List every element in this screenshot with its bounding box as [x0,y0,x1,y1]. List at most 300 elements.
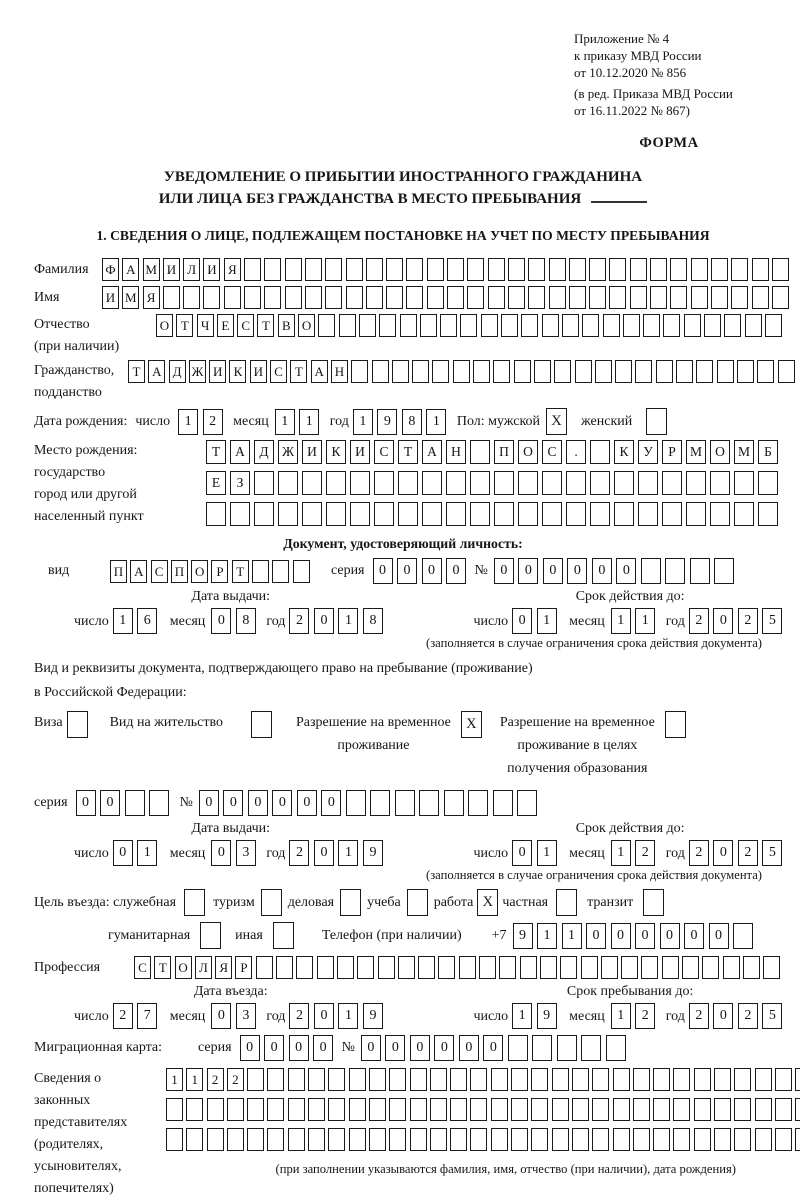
char-cell[interactable] [392,360,409,383]
char-cell[interactable] [351,360,368,383]
char-cell[interactable] [350,471,370,495]
char-cell[interactable] [305,258,322,281]
char-cell[interactable]: 0 [713,608,733,634]
char-cell[interactable] [494,471,514,495]
char-cell[interactable] [514,360,531,383]
char-cell[interactable] [532,1035,552,1061]
char-cell[interactable]: 0 [422,558,442,584]
char-cell[interactable] [186,1128,203,1151]
char-cell[interactable]: X [477,889,498,916]
char-cell[interactable] [552,1068,569,1091]
char-cell[interactable]: И [302,440,322,464]
char-cell[interactable]: 0 [240,1035,260,1061]
char-cell[interactable] [643,889,664,916]
char-cell[interactable]: О [156,314,173,337]
char-cell[interactable] [589,258,606,281]
char-cell[interactable] [763,956,780,979]
char-cell[interactable]: 3 [236,1003,256,1029]
char-cell[interactable]: 0 [434,1035,454,1061]
char-cell[interactable] [614,471,634,495]
char-cell[interactable] [207,1098,224,1121]
char-cell[interactable]: Т [176,314,193,337]
char-cell[interactable]: 1 [137,840,157,866]
char-cell[interactable]: 0 [313,1035,333,1061]
char-cell[interactable]: 5 [762,608,782,634]
char-cell[interactable] [386,258,403,281]
char-cell[interactable]: 0 [512,840,532,866]
char-cell[interactable] [731,286,748,309]
char-cell[interactable]: 1 [299,409,319,435]
char-cell[interactable] [653,1098,670,1121]
char-cell[interactable] [278,502,298,526]
char-cell[interactable] [613,1128,630,1151]
char-cell[interactable] [366,286,383,309]
char-cell[interactable] [542,314,559,337]
char-cell[interactable]: 2 [738,840,758,866]
char-cell[interactable] [582,314,599,337]
char-cell[interactable] [638,471,658,495]
char-cell[interactable]: 0 [264,1035,284,1061]
char-cell[interactable]: 0 [483,1035,503,1061]
char-cell[interactable] [418,956,435,979]
char-cell[interactable] [694,1068,711,1091]
char-cell[interactable] [643,314,660,337]
char-cell[interactable] [470,1128,487,1151]
char-cell[interactable] [581,1035,601,1061]
char-cell[interactable] [149,790,169,816]
char-cell[interactable] [590,440,610,464]
char-cell[interactable] [447,286,464,309]
char-cell[interactable] [470,471,490,495]
char-cell[interactable] [479,956,496,979]
char-cell[interactable]: С [237,314,254,337]
char-cell[interactable]: 0 [314,840,334,866]
char-cell[interactable] [694,1098,711,1121]
char-cell[interactable]: 0 [385,1035,405,1061]
char-cell[interactable]: 0 [635,923,655,949]
char-cell[interactable] [166,1128,183,1151]
char-cell[interactable] [369,1068,386,1091]
char-cell[interactable] [528,286,545,309]
char-cell[interactable] [650,286,667,309]
char-cell[interactable] [398,502,418,526]
char-cell[interactable] [267,1128,284,1151]
char-cell[interactable]: 5 [762,840,782,866]
char-cell[interactable] [775,1128,792,1151]
char-cell[interactable]: Н [331,360,348,383]
char-cell[interactable]: 0 [211,608,231,634]
char-cell[interactable] [601,956,618,979]
char-cell[interactable]: М [122,286,139,309]
char-cell[interactable]: К [229,360,246,383]
char-cell[interactable] [508,1035,528,1061]
char-cell[interactable] [542,471,562,495]
char-cell[interactable] [670,286,687,309]
char-cell[interactable]: 0 [199,790,219,816]
char-cell[interactable] [288,1128,305,1151]
char-cell[interactable] [227,1098,244,1121]
char-cell[interactable] [293,560,310,583]
char-cell[interactable]: Д [254,440,274,464]
char-cell[interactable] [366,258,383,281]
char-cell[interactable]: 1 [635,608,655,634]
char-cell[interactable] [407,889,428,916]
char-cell[interactable] [247,1068,264,1091]
char-cell[interactable] [646,408,667,435]
char-cell[interactable] [775,1098,792,1121]
char-cell[interactable] [473,360,490,383]
char-cell[interactable]: 1 [512,1003,532,1029]
char-cell[interactable] [676,360,693,383]
char-cell[interactable]: 0 [100,790,120,816]
char-cell[interactable] [264,286,281,309]
char-cell[interactable] [772,286,789,309]
char-cell[interactable]: 9 [537,1003,557,1029]
char-cell[interactable]: Ч [197,314,214,337]
char-cell[interactable]: С [270,360,287,383]
char-cell[interactable]: Е [206,471,226,495]
char-cell[interactable] [491,1128,508,1151]
char-cell[interactable]: 8 [363,608,383,634]
char-cell[interactable] [603,314,620,337]
char-cell[interactable] [531,1068,548,1091]
char-cell[interactable] [615,360,632,383]
char-cell[interactable] [662,471,682,495]
char-cell[interactable] [686,471,706,495]
char-cell[interactable]: О [518,440,538,464]
char-cell[interactable] [369,1128,386,1151]
char-cell[interactable] [501,314,518,337]
char-cell[interactable]: 0 [211,1003,231,1029]
char-cell[interactable] [254,502,274,526]
char-cell[interactable] [470,1098,487,1121]
char-cell[interactable] [163,286,180,309]
char-cell[interactable] [264,258,281,281]
char-cell[interactable]: А [130,560,147,583]
char-cell[interactable] [521,314,538,337]
char-cell[interactable]: Т [128,360,145,383]
char-cell[interactable] [569,258,586,281]
char-cell[interactable] [224,286,241,309]
char-cell[interactable]: 2 [227,1068,244,1091]
char-cell[interactable] [450,1098,467,1121]
char-cell[interactable] [346,286,363,309]
char-cell[interactable] [557,1035,577,1061]
char-cell[interactable] [346,790,366,816]
char-cell[interactable] [696,360,713,383]
char-cell[interactable]: Д [169,360,186,383]
char-cell[interactable] [724,314,741,337]
char-cell[interactable]: И [102,286,119,309]
char-cell[interactable]: 0 [586,923,606,949]
char-cell[interactable] [572,1128,589,1151]
char-cell[interactable] [186,1098,203,1121]
char-cell[interactable] [556,889,577,916]
char-cell[interactable]: 2 [635,840,655,866]
char-cell[interactable] [633,1128,650,1151]
char-cell[interactable] [468,790,488,816]
char-cell[interactable]: О [298,314,315,337]
char-cell[interactable]: 1 [275,409,295,435]
char-cell[interactable]: 1 [537,923,557,949]
char-cell[interactable]: 0 [223,790,243,816]
char-cell[interactable]: X [461,711,482,738]
char-cell[interactable]: 0 [314,1003,334,1029]
char-cell[interactable]: И [203,258,220,281]
char-cell[interactable]: 2 [738,1003,758,1029]
char-cell[interactable]: У [638,440,658,464]
char-cell[interactable] [326,471,346,495]
char-cell[interactable] [261,889,282,916]
char-cell[interactable]: 2 [738,608,758,634]
char-cell[interactable] [285,258,302,281]
char-cell[interactable]: 0 [211,840,231,866]
char-cell[interactable] [755,1128,772,1151]
char-cell[interactable]: 0 [397,558,417,584]
char-cell[interactable] [302,471,322,495]
char-cell[interactable] [590,471,610,495]
char-cell[interactable]: 2 [207,1068,224,1091]
char-cell[interactable]: П [110,560,127,583]
char-cell[interactable] [518,502,538,526]
char-cell[interactable] [450,1128,467,1151]
char-cell[interactable] [395,790,415,816]
char-cell[interactable]: 3 [236,840,256,866]
char-cell[interactable] [328,1068,345,1091]
char-cell[interactable] [499,956,516,979]
char-cell[interactable]: Я [224,258,241,281]
char-cell[interactable] [470,502,490,526]
char-cell[interactable] [795,1098,800,1121]
char-cell[interactable] [406,286,423,309]
char-cell[interactable] [765,314,782,337]
char-cell[interactable] [673,1068,690,1091]
char-cell[interactable] [511,1098,528,1121]
char-cell[interactable]: 8 [402,409,422,435]
char-cell[interactable]: О [191,560,208,583]
char-cell[interactable]: А [422,440,442,464]
char-cell[interactable]: 0 [297,790,317,816]
char-cell[interactable] [592,1098,609,1121]
char-cell[interactable] [757,360,774,383]
char-cell[interactable] [691,286,708,309]
char-cell[interactable] [795,1068,800,1091]
char-cell[interactable] [734,1098,751,1121]
char-cell[interactable]: П [171,560,188,583]
char-cell[interactable]: 1 [338,608,358,634]
char-cell[interactable] [430,1068,447,1091]
char-cell[interactable] [684,314,701,337]
char-cell[interactable] [633,1098,650,1121]
char-cell[interactable] [389,1098,406,1121]
char-cell[interactable] [737,360,754,383]
char-cell[interactable] [734,471,754,495]
char-cell[interactable] [531,1128,548,1151]
char-cell[interactable]: 2 [289,608,309,634]
char-cell[interactable] [714,1128,731,1151]
char-cell[interactable] [528,258,545,281]
char-cell[interactable]: 1 [353,409,373,435]
char-cell[interactable] [590,502,610,526]
char-cell[interactable] [518,471,538,495]
char-cell[interactable]: 0 [616,558,636,584]
char-cell[interactable] [686,502,706,526]
char-cell[interactable] [467,286,484,309]
char-cell[interactable] [406,258,423,281]
char-cell[interactable]: Т [232,560,249,583]
char-cell[interactable]: 1 [611,840,631,866]
char-cell[interactable] [325,258,342,281]
char-cell[interactable] [67,711,88,738]
char-cell[interactable] [633,1068,650,1091]
char-cell[interactable]: 0 [518,558,538,584]
char-cell[interactable] [326,502,346,526]
char-cell[interactable] [227,1128,244,1151]
char-cell[interactable] [542,502,562,526]
char-cell[interactable]: И [209,360,226,383]
char-cell[interactable] [267,1098,284,1121]
char-cell[interactable] [430,1098,447,1121]
char-cell[interactable]: 1 [166,1068,183,1091]
char-cell[interactable] [635,360,652,383]
char-cell[interactable]: С [374,440,394,464]
char-cell[interactable] [447,258,464,281]
char-cell[interactable] [357,956,374,979]
char-cell[interactable] [711,258,728,281]
char-cell[interactable]: И [350,440,370,464]
char-cell[interactable] [734,1068,751,1091]
char-cell[interactable]: 0 [446,558,466,584]
char-cell[interactable] [410,1068,427,1091]
char-cell[interactable] [244,286,261,309]
char-cell[interactable] [446,502,466,526]
char-cell[interactable] [508,258,525,281]
char-cell[interactable] [256,956,273,979]
char-cell[interactable] [752,286,769,309]
char-cell[interactable] [252,560,269,583]
char-cell[interactable] [650,258,667,281]
char-cell[interactable]: 0 [611,923,631,949]
char-cell[interactable] [470,1068,487,1091]
char-cell[interactable] [772,258,789,281]
char-cell[interactable] [714,1098,731,1121]
char-cell[interactable]: И [163,258,180,281]
char-cell[interactable] [734,502,754,526]
char-cell[interactable] [288,1068,305,1091]
char-cell[interactable]: 0 [684,923,704,949]
char-cell[interactable] [427,258,444,281]
char-cell[interactable] [422,502,442,526]
char-cell[interactable] [691,258,708,281]
char-cell[interactable]: М [734,440,754,464]
char-cell[interactable] [412,360,429,383]
char-cell[interactable] [560,956,577,979]
char-cell[interactable] [592,1068,609,1091]
char-cell[interactable]: 1 [338,1003,358,1029]
char-cell[interactable] [398,956,415,979]
char-cell[interactable]: 1 [537,608,557,634]
char-cell[interactable] [630,286,647,309]
char-cell[interactable] [359,314,376,337]
char-cell[interactable] [206,502,226,526]
char-cell[interactable]: Л [195,956,212,979]
char-cell[interactable] [562,314,579,337]
char-cell[interactable] [267,1068,284,1091]
char-cell[interactable]: 5 [762,1003,782,1029]
char-cell[interactable] [350,502,370,526]
char-cell[interactable] [440,314,457,337]
char-cell[interactable]: С [134,956,151,979]
char-cell[interactable] [690,558,710,584]
char-cell[interactable]: М [143,258,160,281]
char-cell[interactable]: 8 [236,608,256,634]
char-cell[interactable]: 0 [660,923,680,949]
char-cell[interactable]: 9 [363,840,383,866]
char-cell[interactable] [775,1068,792,1091]
char-cell[interactable]: 2 [289,1003,309,1029]
char-cell[interactable] [493,360,510,383]
char-cell[interactable] [614,502,634,526]
char-cell[interactable] [662,956,679,979]
char-cell[interactable]: 0 [543,558,563,584]
char-cell[interactable] [758,471,778,495]
char-cell[interactable]: К [614,440,634,464]
char-cell[interactable] [488,286,505,309]
char-cell[interactable] [285,286,302,309]
char-cell[interactable] [609,258,626,281]
char-cell[interactable] [734,1128,751,1151]
char-cell[interactable] [200,922,221,949]
char-cell[interactable]: О [175,956,192,979]
char-cell[interactable]: 1 [338,840,358,866]
char-cell[interactable] [673,1098,690,1121]
char-cell[interactable]: К [326,440,346,464]
char-cell[interactable]: Е [217,314,234,337]
char-cell[interactable]: Т [257,314,274,337]
char-cell[interactable] [400,314,417,337]
char-cell[interactable] [540,956,557,979]
char-cell[interactable] [398,471,418,495]
char-cell[interactable] [308,1098,325,1121]
char-cell[interactable]: 0 [459,1035,479,1061]
char-cell[interactable] [278,471,298,495]
char-cell[interactable] [520,956,537,979]
char-cell[interactable]: 1 [426,409,446,435]
char-cell[interactable] [230,502,250,526]
char-cell[interactable]: 1 [178,409,198,435]
char-cell[interactable] [569,286,586,309]
char-cell[interactable] [714,558,734,584]
char-cell[interactable]: 0 [713,1003,733,1029]
char-cell[interactable]: 1 [611,1003,631,1029]
char-cell[interactable] [663,314,680,337]
char-cell[interactable]: 0 [76,790,96,816]
char-cell[interactable] [317,956,334,979]
char-cell[interactable]: Р [211,560,228,583]
char-cell[interactable] [389,1068,406,1091]
char-cell[interactable]: 0 [410,1035,430,1061]
char-cell[interactable] [438,956,455,979]
char-cell[interactable] [491,1068,508,1091]
char-cell[interactable] [511,1068,528,1091]
char-cell[interactable] [370,790,390,816]
char-cell[interactable] [581,956,598,979]
char-cell[interactable] [308,1068,325,1091]
char-cell[interactable] [723,956,740,979]
char-cell[interactable] [339,314,356,337]
char-cell[interactable] [630,258,647,281]
char-cell[interactable] [247,1098,264,1121]
